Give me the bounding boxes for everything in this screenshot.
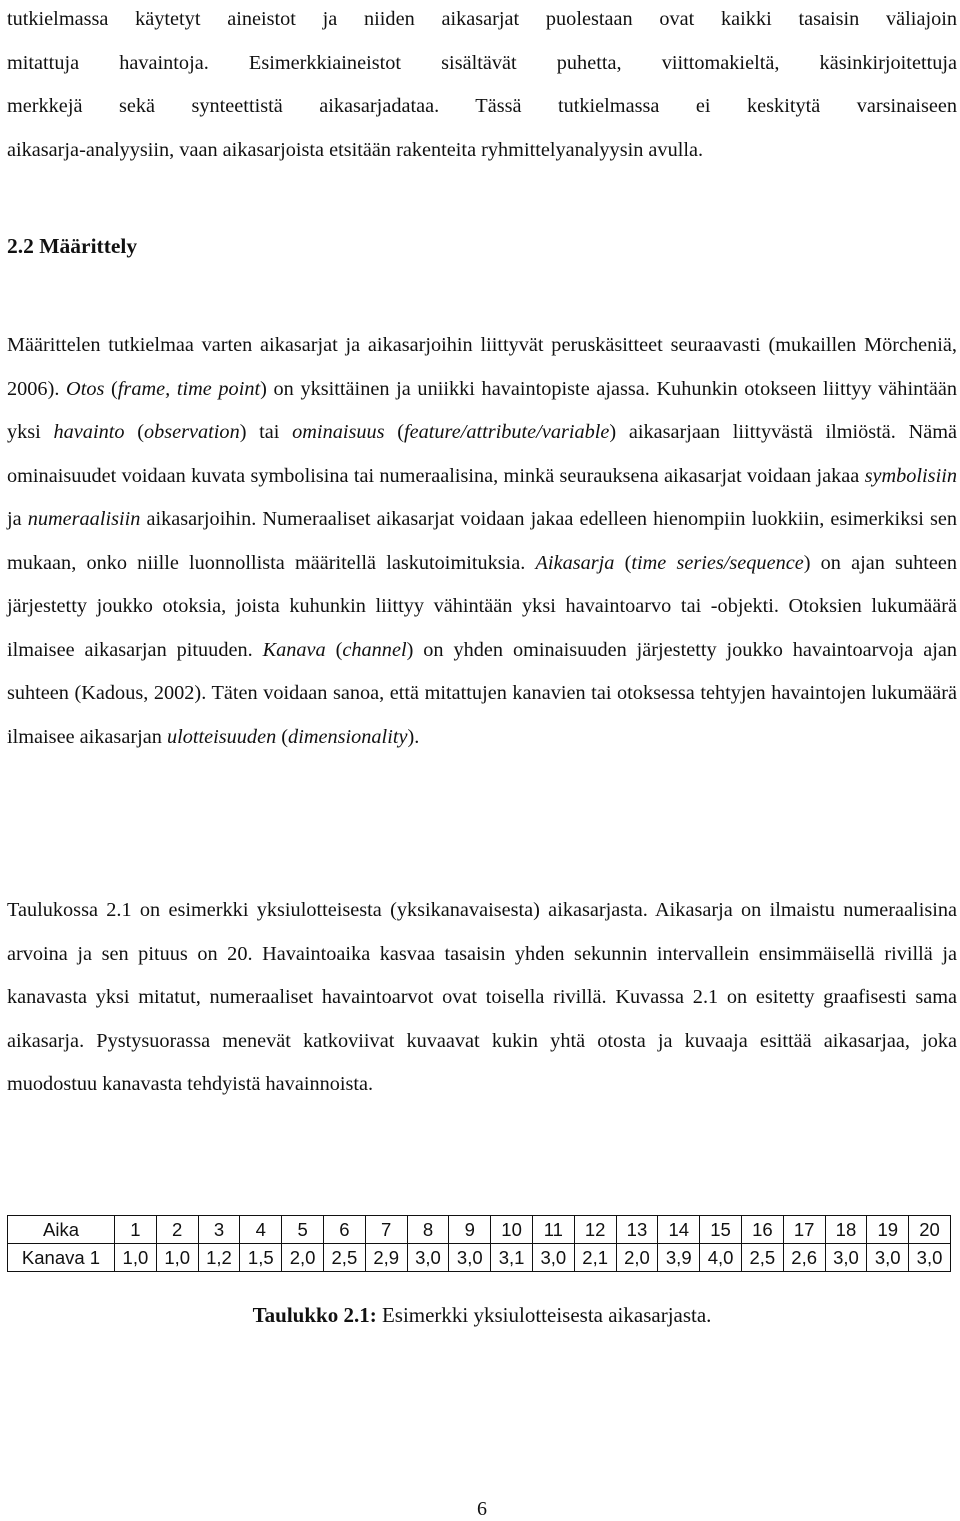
text-run: ) on yksittäinen ja uniikki havaintopiste ajassa. Kuhunkin otokseen liittyy vähintään yksi bbox=[7, 377, 957, 443]
table-cell-time: 9 bbox=[449, 1216, 491, 1244]
text-run: ( bbox=[276, 725, 289, 748]
table-cell-value: 2,9 bbox=[365, 1244, 407, 1272]
text-run: Määrittelen tutkielmaa varten aikasarjat ja aikasarjoihin liittyvät peruskäsitteet seuraavasti (mukaillen Mörcheniä, 2006). bbox=[7, 334, 957, 400]
section-title: Määrittely bbox=[39, 234, 138, 258]
table-cell-value: 2,5 bbox=[323, 1244, 365, 1272]
term-numeraalisiin: numeraalisiin bbox=[27, 508, 141, 530]
section-heading bbox=[7, 234, 137, 259]
table-cell-value: 3,0 bbox=[825, 1244, 867, 1272]
text-run: ( bbox=[614, 551, 632, 574]
table-caption bbox=[7, 1303, 957, 1328]
table-cell-time: 1 bbox=[115, 1216, 157, 1244]
table-cell-value: 3,0 bbox=[909, 1244, 951, 1272]
table-cell-time: 12 bbox=[574, 1216, 616, 1244]
table-cell-value: 3,1 bbox=[491, 1244, 533, 1272]
term-kanava: Kanava bbox=[262, 638, 326, 661]
table-cell-time: 2 bbox=[156, 1216, 198, 1244]
paragraph-line: tutkielmassa käytetyt aineistot ja niiden aikasarjat puolestaan ovat kaikki tasaisin väliajoin bbox=[7, 8, 957, 30]
paragraph-table-description: Taulukossa 2.1 on esimerkki yksiulotteisesta (yksikanavaisesta) aikasarjasta. Aikasarja on ilmaistu numeraalisina arvoina ja sen pituus on 20. Havaintoaika kasvaa tasaisin yhden sekunnin intervallein ensimmäisellä rivillä ja kanavasta yksi mitatut, numeraaliset havaintoarvot ovat toisella rivillä. Kuvassa 2.1 on esitetty graafisesti sama aikasarja. Pystysuorassa menevät katkoviivat kuvaavat kukin yhtä otosta ja kuvaaja esittää aikasarjaa, joka muodostuu kanavasta tehdyistä havainnoista. bbox=[7, 899, 957, 1095]
table-cell-time: 19 bbox=[867, 1216, 909, 1244]
term-ominaisuus-english: feature/attribute/variable bbox=[404, 421, 610, 443]
table-cell-value: 4,0 bbox=[700, 1244, 742, 1272]
table-cell-time: 7 bbox=[365, 1216, 407, 1244]
table-cell-time: 15 bbox=[700, 1216, 742, 1244]
table-cell-value: 2,6 bbox=[783, 1244, 825, 1272]
term-symbolisiin: symbolisiin bbox=[864, 464, 957, 487]
text-run: ) aikasarjaan liittyvästä ilmiöstä. Nämä ominaisuudet voidaan kuvata symbolisina tai numeraalisina, minkä seurauksena aikasarjat voidaan jakaa bbox=[7, 421, 957, 487]
row-header-time: Aika bbox=[8, 1216, 115, 1244]
table-cell-time: 18 bbox=[825, 1216, 867, 1244]
table-cell-value: 2,1 bbox=[574, 1244, 616, 1272]
table-cell-value: 1,0 bbox=[156, 1244, 198, 1272]
paragraph-line: aikasarja-analyysiin, vaan aikasarjoista etsitään rakenteita ryhmittelyanalyysin avulla. bbox=[7, 138, 704, 161]
data-table-container bbox=[7, 1215, 951, 1272]
table-cell-time: 17 bbox=[783, 1216, 825, 1244]
table-cell-time: 6 bbox=[323, 1216, 365, 1244]
table-cell-time: 14 bbox=[658, 1216, 700, 1244]
table-cell-value: 2,5 bbox=[741, 1244, 783, 1272]
text-run: ) tai bbox=[239, 421, 293, 443]
time-series-table bbox=[7, 1215, 951, 1272]
table-cell-value: 1,5 bbox=[240, 1244, 282, 1272]
term-otos: Otos bbox=[66, 377, 105, 400]
row-header-channel: Kanava 1 bbox=[8, 1244, 115, 1272]
term-aikasarja-english: time series/sequence bbox=[631, 551, 804, 574]
text-run: ja bbox=[7, 508, 28, 530]
text-run: ). bbox=[407, 725, 420, 748]
table-cell-time: 11 bbox=[532, 1216, 574, 1244]
term-kanava-english: channel bbox=[342, 638, 407, 661]
paragraph-definitions bbox=[7, 324, 957, 759]
table-cell-value: 3,0 bbox=[449, 1244, 491, 1272]
paragraph-intro bbox=[7, 0, 957, 172]
table-cell-value: 3,0 bbox=[867, 1244, 909, 1272]
caption-text: Esimerkki yksiulotteisesta aikasarjasta. bbox=[376, 1303, 712, 1327]
term-havainto: havainto bbox=[53, 421, 125, 443]
text-run: ) on ajan suhteen järjestetty joukko otoksia, joista kuhunkin liittyy vähintään yksi havaintoarvo tai -objekti. Otoksien lukumäärä ilmaisee aikasarjan pituuden. bbox=[7, 551, 958, 661]
term-otos-english: frame, time point bbox=[117, 377, 261, 400]
table-cell-time: 5 bbox=[282, 1216, 324, 1244]
table-cell-time: 8 bbox=[407, 1216, 449, 1244]
table-cell-value: 2,0 bbox=[282, 1244, 324, 1272]
text-run: ( bbox=[325, 638, 343, 661]
table-cell-value: 3,0 bbox=[407, 1244, 449, 1272]
paragraph-line: merkkejä sekä synteettistä aikasarjadataa. Tässä tutkielmassa ei keskitytä varsinaiseen bbox=[7, 95, 957, 117]
term-ulotteisuus: ulotteisuuden bbox=[166, 725, 277, 748]
page-number: 6 bbox=[477, 1498, 487, 1520]
table-cell-time: 20 bbox=[909, 1216, 951, 1244]
table-cell-time: 16 bbox=[741, 1216, 783, 1244]
table-cell-value: 1,2 bbox=[198, 1244, 240, 1272]
table-cell-value: 2,0 bbox=[616, 1244, 658, 1272]
table-row-channel bbox=[8, 1244, 951, 1272]
table-cell-time: 10 bbox=[491, 1216, 533, 1244]
term-aikasarja: Aikasarja bbox=[535, 551, 615, 574]
table-cell-value: 3,0 bbox=[532, 1244, 574, 1272]
paragraph-line: mitattuja havaintoja. Esimerkkiaineistot sisältävät puhetta, viittomakieltä, käsinkirjoitettuja bbox=[7, 51, 957, 74]
section-number: 2.2 bbox=[7, 234, 34, 258]
table-cell-time: 4 bbox=[240, 1216, 282, 1244]
text-run: ( bbox=[124, 421, 144, 443]
term-havainto-english: observation bbox=[143, 421, 240, 443]
table-cell-value: 3,9 bbox=[658, 1244, 700, 1272]
term-ominaisuus: ominaisuus bbox=[292, 421, 385, 443]
table-cell-value: 1,0 bbox=[115, 1244, 157, 1272]
text-run: ( bbox=[104, 377, 118, 400]
table-cell-time: 3 bbox=[198, 1216, 240, 1244]
caption-label: Taulukko 2.1: bbox=[252, 1303, 377, 1327]
term-ulotteisuus-english: dimensionality bbox=[288, 725, 408, 748]
text-run: ( bbox=[384, 421, 404, 443]
text-run: ) on yhden ominaisuuden järjestetty joukko havaintoarvoja ajan suhteen (Kadous, 2002). Täten voidaan sanoa, että mitattujen kanavien tai otoksessa tehtyjen havaintojen lukumäärä ilmaisee aikasarjan bbox=[7, 638, 958, 748]
table-row-time bbox=[8, 1216, 951, 1244]
text-run: aikasarjoihin. Numeraaliset aikasarjat voidaan jakaa edelleen hienompiin luokkiin, esimerkiksi sen mukaan, onko niille luonnollista määritellä laskutoimituksia. bbox=[7, 508, 957, 574]
table-cell-time: 13 bbox=[616, 1216, 658, 1244]
